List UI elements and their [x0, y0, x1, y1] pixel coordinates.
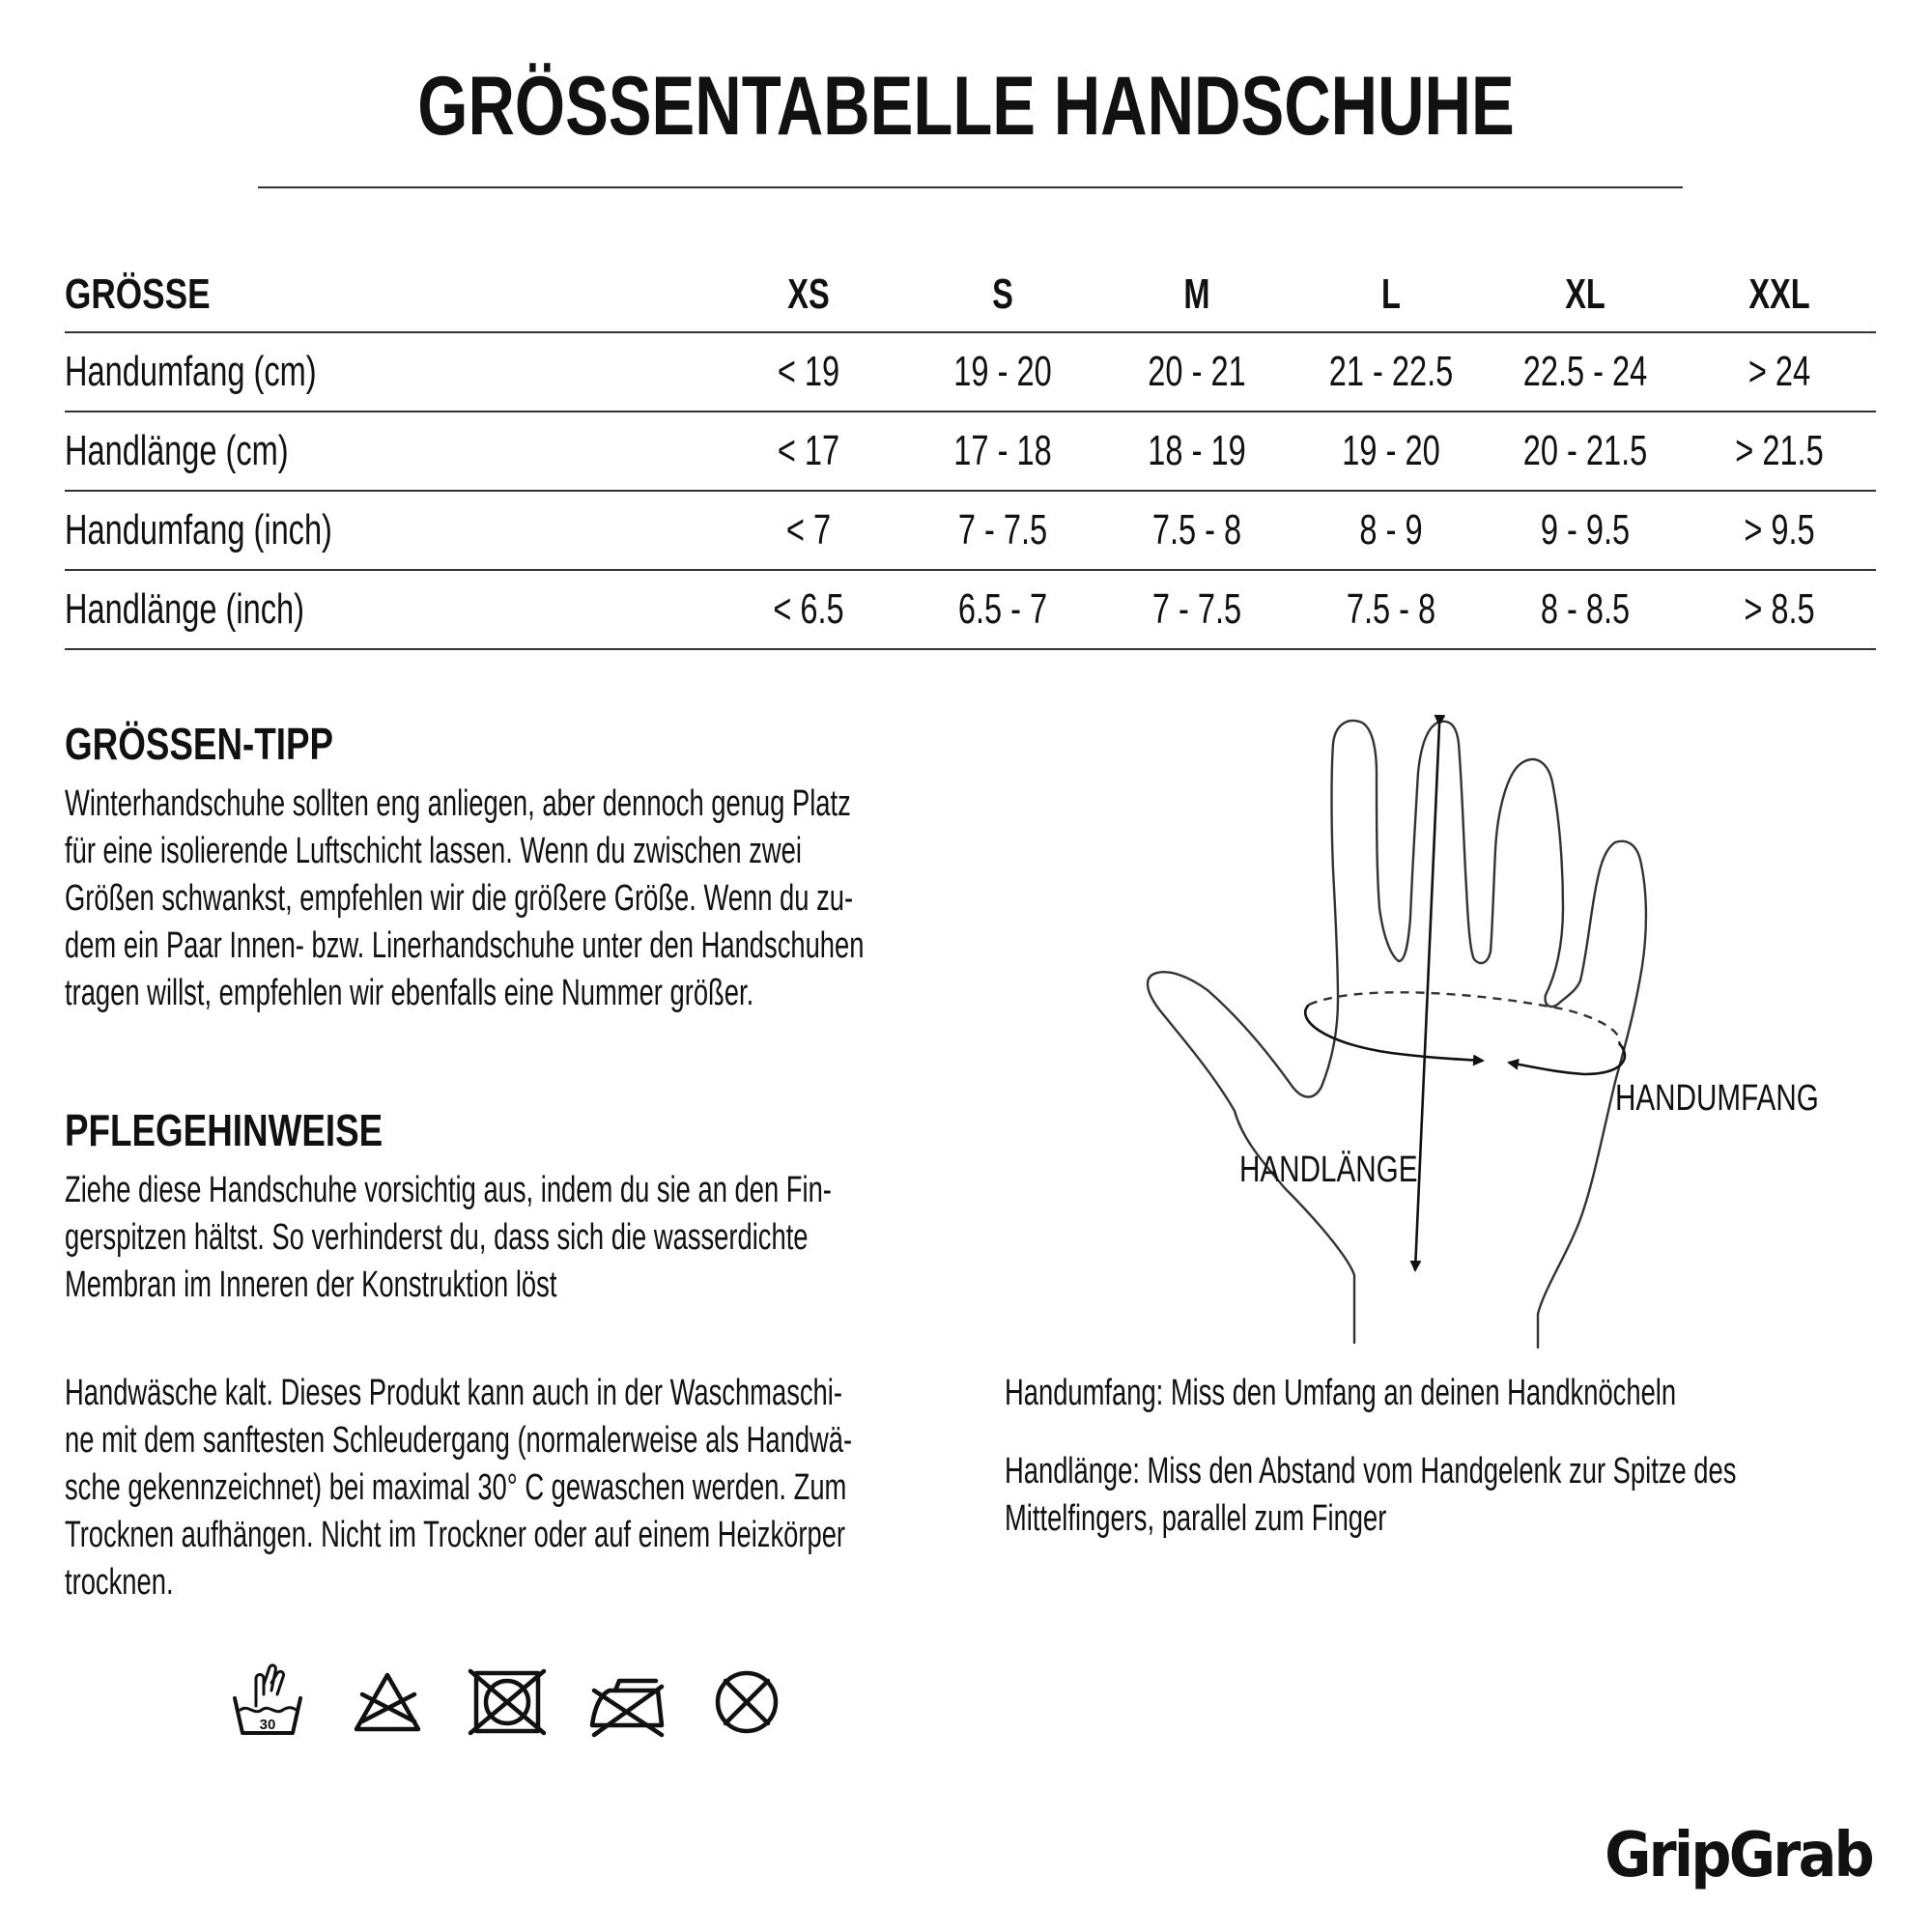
- care-heading: PFLEGEHINWEISE: [65, 1105, 384, 1155]
- size-table: [65, 246, 1876, 650]
- hand-wash-30-icon: [227, 1662, 308, 1743]
- table-cell: 19 - 20: [1342, 427, 1440, 474]
- size-header-s: S: [992, 270, 1013, 318]
- table-cell: < 19: [777, 348, 840, 395]
- table-cell: > 24: [1747, 348, 1811, 395]
- table-cell: 8 - 9: [1359, 506, 1423, 554]
- table-cell: < 6.5: [773, 585, 844, 633]
- length-arrow: [1415, 724, 1439, 1270]
- table-cell: 7 - 7.5: [1151, 585, 1242, 633]
- hand-circumference-label: HANDUMFANG: [1615, 1078, 1819, 1119]
- table-cell: > 8.5: [1744, 585, 1815, 633]
- hand-length-label: HANDLÄNGE: [1239, 1150, 1418, 1190]
- care-section: [65, 1101, 992, 1309]
- row-label: Handlänge (cm): [65, 427, 289, 474]
- table-cell: < 17: [777, 427, 840, 474]
- size-header-xs: XS: [787, 270, 830, 318]
- no-iron-icon: [586, 1662, 668, 1743]
- table-cell: 6.5 - 7: [957, 585, 1048, 633]
- care-text: Ziehe diese Handschuhe vorsichtig aus, indem du sie an den Fin- gerspitzen hältst. So verhinderst du, dass sich die wasserdichte Membran im Inneren der Konstruktion löst: [65, 1170, 832, 1305]
- size-header-m: M: [1183, 270, 1210, 318]
- size-header-l: L: [1381, 270, 1401, 318]
- no-tumble-dry-icon: [467, 1662, 548, 1743]
- table-cell: 18 - 19: [1148, 427, 1246, 474]
- table-cell: 9 - 9.5: [1540, 506, 1631, 554]
- table-cell: 7 - 7.5: [957, 506, 1048, 554]
- row-label: Handlänge (inch): [65, 585, 304, 633]
- no-dry-clean-icon: [706, 1662, 787, 1743]
- table-cell: 7.5 - 8: [1151, 506, 1242, 554]
- table-row: [65, 571, 1876, 650]
- circumference-ellipse-return: [1509, 1043, 1625, 1074]
- brand-logo: GripGrab: [1605, 1820, 1872, 1891]
- size-header-label: GRÖSSE: [65, 270, 211, 318]
- table-cell: 22.5 - 24: [1522, 348, 1648, 395]
- table-cell: 20 - 21.5: [1522, 427, 1648, 474]
- table-cell: > 21.5: [1735, 427, 1824, 474]
- table-cell: > 9.5: [1744, 506, 1815, 554]
- hand-measurement-diagram: [1140, 705, 1835, 1362]
- title-divider: [258, 186, 1683, 188]
- size-table-header-row: [65, 246, 1876, 333]
- wash-instructions: [65, 1370, 992, 1606]
- hand-outline: [1148, 721, 1646, 1348]
- size-tip-text: Winterhandschuhe sollten eng anliegen, aber dennoch genug Platz für eine isolierende Luftschicht lassen. Wenn du zwischen zwei Größen schwankst, empfehlen wir die größere Größe. Wenn du zu- dem ein Paar Innen- bzw. Linerhandschuhe unter den Handschuhen tragen willst, empfehlen wir ebenfalls eine Nummer größer.: [65, 783, 865, 1013]
- table-cell: 8 - 8.5: [1540, 585, 1631, 633]
- care-icons: [227, 1662, 787, 1748]
- size-tip-section: [65, 715, 992, 1017]
- table-row: [65, 492, 1876, 571]
- circumference-note: Handumfang: Miss den Umfang an deinen Handknöcheln: [1005, 1373, 1677, 1413]
- table-cell: < 7: [785, 506, 832, 554]
- row-label: Handumfang (inch): [65, 506, 332, 554]
- table-cell: 20 - 21: [1148, 348, 1246, 395]
- table-cell: 19 - 20: [953, 348, 1052, 395]
- wash-text: Handwäsche kalt. Dieses Produkt kann auch in der Waschmaschi- ne mit dem sanftesten Schleudergang (normalerweise als Handwä- sche gekennzeichnet) bei maximal 30° C gewaschen werden. Zum Trocknen aufhängen. Nicht im Trockner oder auf einem Heizkörper trocknen.: [65, 1373, 853, 1603]
- table-row: [65, 412, 1876, 492]
- circumference-ellipse-back: [1309, 992, 1620, 1043]
- table-cell: 17 - 18: [953, 427, 1052, 474]
- row-label: Handumfang (cm): [65, 348, 317, 395]
- table-cell: 21 - 22.5: [1328, 348, 1454, 395]
- measurement-notes: [1005, 1370, 1874, 1543]
- table-cell: 7.5 - 8: [1346, 585, 1436, 633]
- page-title: GRÖSSENTABELLE HANDSCHUHE: [417, 60, 1515, 153]
- size-header-xxl: XXL: [1748, 270, 1810, 318]
- size-tip-heading: GRÖSSEN-TIPP: [65, 719, 334, 769]
- size-header-xl: XL: [1565, 270, 1605, 318]
- no-bleach-icon: [347, 1662, 428, 1743]
- table-row: [65, 333, 1876, 412]
- wash-temperature: 30: [259, 1717, 276, 1733]
- length-note: Handlänge: Miss den Abstand vom Handgelenk zur Spitze des Mittelfingers, parallel zum Finger: [1005, 1451, 1737, 1539]
